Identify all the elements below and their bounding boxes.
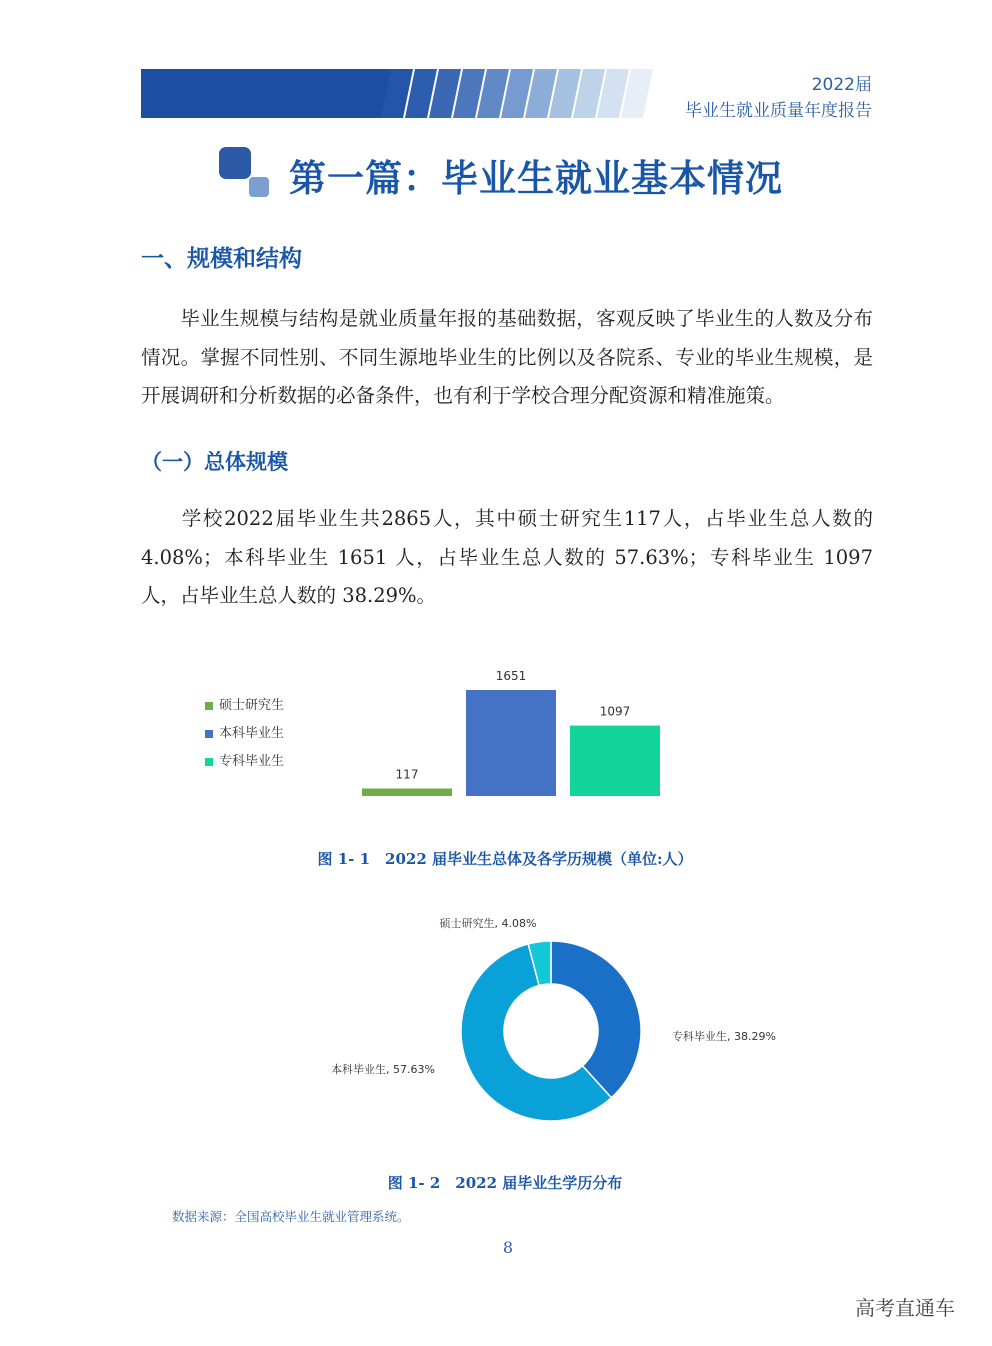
donut-chart [300, 900, 800, 1140]
bar-chart-plot [350, 660, 670, 800]
paragraph-text: 毕业生规模与结构是就业质量年报的基础数据，客观反映了毕业生的人数及分布情况。掌握不同性别、不同生源地毕业生的比例以及各院系、专业的毕业生规模，是开展调研和分析数据的必备条件，也有利于学校合理分配资源和精准施策。 [141, 307, 873, 407]
bar-chart [190, 660, 690, 810]
legend-swatch [205, 730, 213, 738]
bar-value-label: 1097 [599, 704, 631, 719]
donut-slice [551, 941, 641, 1098]
paragraph-text: 学校2022届毕业生共2865人，其中硕士研究生117人，占毕业生总人数的4.08%；本科毕业生 1651 人，占毕业生总人数的 57.63%；专科毕业生 1097 人，占毕业生总人数的 38.29%。 [141, 507, 873, 607]
bar [570, 726, 660, 796]
legend-label: 硕士研究生 [219, 698, 285, 713]
subsection-title: （一）总体规模 [141, 450, 288, 474]
bar-value-label: 1651 [495, 669, 527, 683]
legend-item [205, 722, 284, 750]
title-squares-icon [219, 147, 271, 199]
paragraph-overall-scale [141, 500, 873, 616]
bar-chart-legend [205, 694, 284, 778]
donut-slice-label: 硕士研究生, 4.08% [439, 917, 537, 930]
donut-slice-label: 专科毕业生, 38.29% [672, 1030, 776, 1043]
donut-slice-label: 本科毕业生, 57.63% [331, 1063, 435, 1076]
figure-1-caption: 图 1- 1 2022 届毕业生总体及各学历规模（单位:人） [317, 850, 693, 868]
page-number: 8 [502, 1238, 514, 1257]
legend-swatch [205, 702, 213, 710]
header-title: 毕业生就业质量年度报告 [685, 101, 872, 121]
paragraph-scale-structure [141, 300, 873, 416]
bar [466, 690, 556, 796]
figure-2-caption: 图 1- 2 2022 届毕业生学历分布 [387, 1174, 623, 1192]
legend-item [205, 694, 284, 722]
header-gradient-bar [141, 69, 661, 118]
legend-label: 本科毕业生 [219, 726, 285, 741]
legend-swatch [205, 758, 213, 766]
legend-label: 专科毕业生 [219, 754, 285, 769]
header-year: 2022届 [811, 75, 872, 95]
part-title: 第一篇：毕业生就业基本情况 [289, 157, 783, 200]
legend-item [205, 750, 284, 778]
bar-value-label: 117 [395, 767, 419, 782]
bar [362, 788, 452, 796]
watermark-text: 高考直通车 [855, 1296, 955, 1320]
section-title: 一、规模和结构 [141, 246, 302, 272]
data-source-note: 数据来源：全国高校毕业生就业管理系统。 [172, 1209, 410, 1224]
